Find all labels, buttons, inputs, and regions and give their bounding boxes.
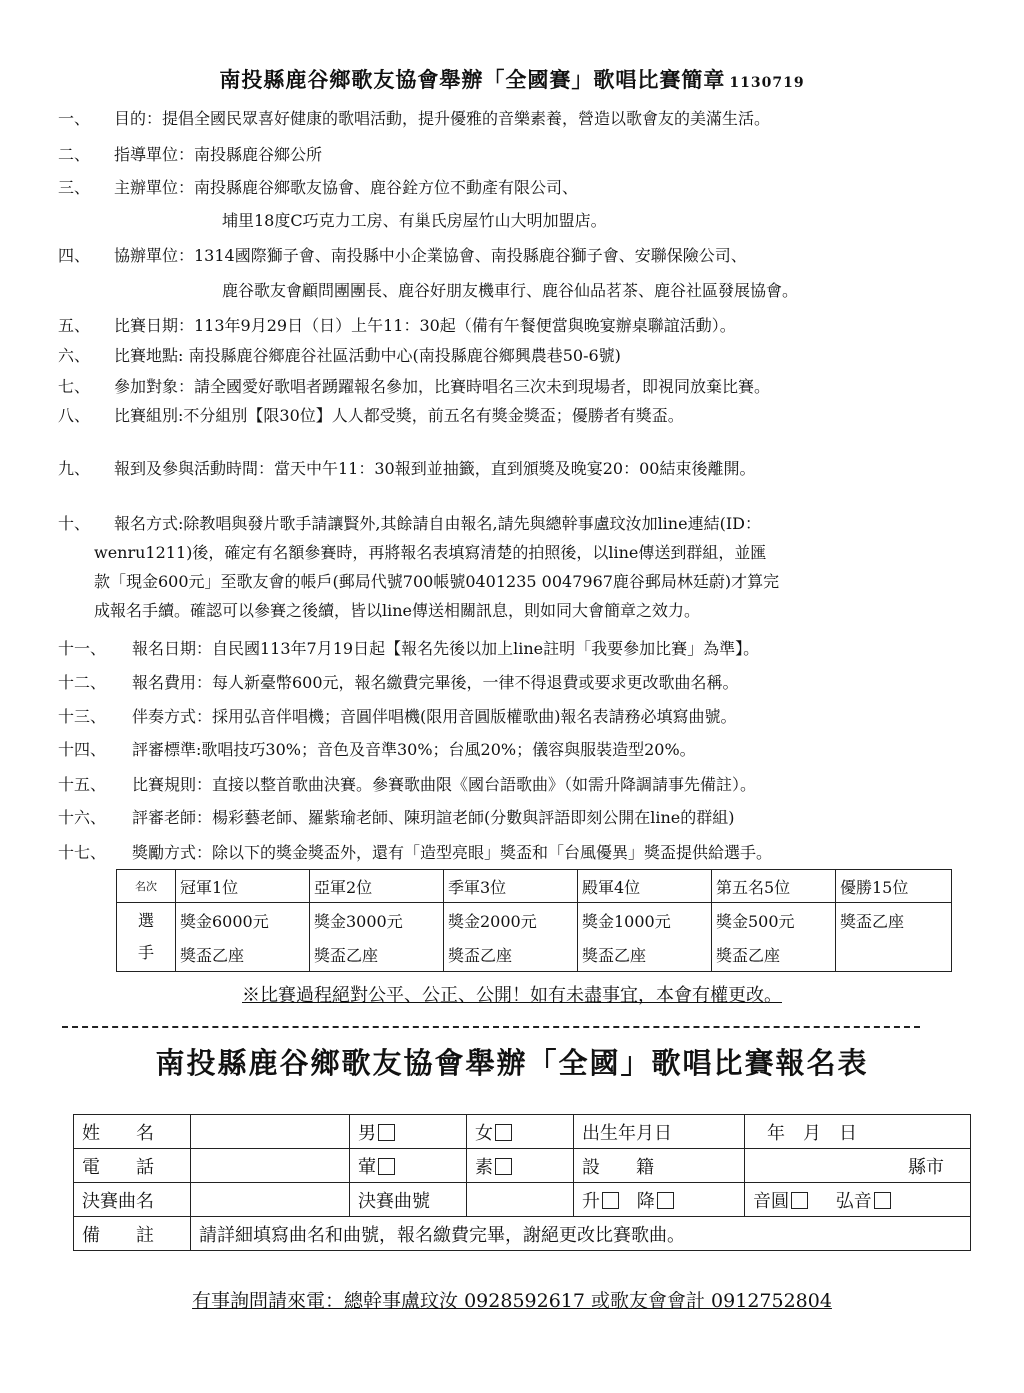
form-row-song (74, 1183, 971, 1217)
rank-fifth: 第五名5位 (712, 870, 836, 903)
prize-trophy-merit-empty (836, 937, 952, 972)
rule-item-11: 十一、 報名日期：自民國113年7月19日起【報名先後以加上line註明「我要參加比賽」為準】。 (58, 639, 760, 658)
prize-money-third: 獎金2000元 (444, 903, 578, 938)
prize-trophy-fifth: 獎盃乙座 (712, 937, 836, 972)
phone-input[interactable] (191, 1149, 350, 1183)
rule-item-3: 三、 主辦單位：南投縣鹿谷鄉歌友協會、鹿谷銓方位不動產有限公司、 (58, 178, 579, 197)
rule-item-7: 七、 參加對象：請全國愛好歌唱者踴躍報名參加，比賽時唱名三次未到現場者，即視同放棄比賽。 (58, 377, 771, 396)
rank-second: 亞軍2位 (310, 870, 444, 903)
birth-label: 出生年月日 (574, 1115, 745, 1149)
prize-trophy-fourth: 獎盃乙座 (578, 937, 712, 972)
song-label: 決賽曲名 (74, 1183, 191, 1217)
song-number-input[interactable] (467, 1183, 574, 1217)
prize-merit-trophy: 獎盃乙座 (836, 903, 952, 938)
cut-line (62, 1026, 920, 1028)
form-title: 南投縣鹿谷鄉歌友協會舉辦「全國」歌唱比賽報名表 (155, 1046, 869, 1080)
phone-label: 電 話 (74, 1149, 191, 1183)
hongyin-checkbox[interactable] (874, 1192, 891, 1209)
prize-money-second: 獎金3000元 (310, 903, 444, 938)
prize-money-fourth: 獎金1000元 (578, 903, 712, 938)
meat-checkbox[interactable] (378, 1158, 395, 1175)
rank-merit: 優勝15位 (836, 870, 952, 903)
meat-option[interactable]: 葷 (350, 1149, 467, 1183)
rule-item-8: 八、 比賽組別:不分組別【限30位】人人都受獎，前五名有獎金獎盃；優勝者有獎盃。 (58, 406, 684, 425)
female-checkbox[interactable] (495, 1124, 512, 1141)
prize-trophy-second: 獎盃乙座 (310, 937, 444, 972)
residence-input[interactable]: 縣市 (745, 1149, 971, 1183)
prize-money-row (117, 903, 952, 938)
key-change-options: 升 降 (574, 1183, 745, 1217)
rank-label: 名次 (117, 870, 176, 903)
male-checkbox[interactable] (378, 1124, 395, 1141)
prize-table-header-row (117, 870, 952, 903)
rule-item-12: 十二、 報名費用：每人新臺幣600元，報名繳費完畢後，一律不得退費或要求更改歌曲名稱。 (58, 673, 739, 692)
veg-option[interactable]: 素 (467, 1149, 574, 1183)
song-input[interactable] (191, 1183, 350, 1217)
birth-input[interactable]: 年 月 日 (745, 1115, 971, 1149)
male-option[interactable]: 男 (350, 1115, 467, 1149)
rule-item-1: 一、 目的：提倡全國民眾喜好健康的歌唱活動，提升優雅的音樂素養，營造以歌會友的美滿生活。 (58, 109, 771, 128)
veg-checkbox[interactable] (495, 1158, 512, 1175)
rule-item-15: 十五、 比賽規則：直接以整首歌曲決賽。參賽歌曲限《國台語歌曲》（如需升降調請事先備註）。 (58, 775, 757, 794)
rank-champion: 冠軍1位 (176, 870, 310, 903)
rule-item-14: 十四、 評審標準:歌唱技巧30%；音色及音準30%；台風20%；儀容與服裝造型20%。 (58, 740, 696, 759)
contact-info: 有事詢問請來電：總幹事盧玟汝 0928592617 或歌友會會計 0912752804 (192, 1290, 832, 1312)
rule-item-10-line-2: wenru1211)後，確定有名額參賽時，再將報名表填寫清楚的拍照後，以line傳送到群組，並匯 (94, 543, 767, 562)
rule-item-6: 六、 比賽地點: 南投縣鹿谷鄉鹿谷社區活動中心(南投縣鹿谷鄉興農巷50-6號) (58, 346, 621, 365)
key-down-checkbox[interactable] (657, 1192, 674, 1209)
name-input[interactable] (191, 1115, 350, 1149)
female-option[interactable]: 女 (467, 1115, 574, 1149)
rule-item-10-line-4: 成報名手續。確認可以參賽之後續，皆以line傳送相關訊息，則如同大會簡章之效力。 (94, 601, 701, 620)
song-number-label: 決賽曲號 (350, 1183, 467, 1217)
flyer-title: 南投縣鹿谷鄉歌友協會舉辦「全國賽」歌唱比賽簡章 1130719 (219, 67, 805, 92)
fairness-notice: ※比賽過程絕對公平、公正、公開！如有未盡事宜，本會有權更改。 (242, 985, 782, 1006)
key-up-checkbox[interactable] (602, 1192, 619, 1209)
prize-table (116, 869, 952, 972)
rule-item-4-continuation: 鹿谷歌友會顧問團團長、鹿谷好朋友機車行、鹿谷仙品茗茶、鹿谷社區發展協會。 (222, 281, 799, 300)
rule-item-2: 二、 指導單位：南投縣鹿谷鄉公所 (58, 145, 323, 164)
document-code: 1130719 (729, 75, 805, 91)
name-label: 姓 名 (74, 1115, 191, 1149)
prize-money-champion: 獎金6000元 (176, 903, 310, 938)
prize-trophy-champion: 獎盃乙座 (176, 937, 310, 972)
rank-fourth: 殿軍4位 (578, 870, 712, 903)
machine-options: 音圓 弘音 (745, 1183, 971, 1217)
prize-trophy-row (117, 937, 952, 972)
rule-item-4: 四、 協辦單位：1314國際獅子會、南投縣中小企業協會、南投縣鹿谷獅子會、安聯保險公司、 (58, 246, 747, 265)
rule-item-5: 五、 比賽日期：113年9月29日（日）上午11：30起（備有午餐便當與晚宴辦桌聯誼活動）。 (58, 316, 736, 335)
remark-text: 請詳細填寫曲名和曲號，報名繳費完畢，謝絕更改比賽歌曲。 (191, 1217, 971, 1251)
form-row-name (74, 1115, 971, 1149)
rule-item-17: 十七、 獎勵方式：除以下的獎金獎盃外，還有「造型亮眼」獎盃和「台風優異」獎盃提供給選手。 (58, 843, 773, 862)
rule-item-9: 九、 報到及參與活動時間：當天中午11：30報到並抽籤，直到頒獎及晚宴20：00結束後離開。 (58, 459, 756, 478)
form-row-phone (74, 1149, 971, 1183)
player-label: 選 手 (117, 903, 176, 972)
rank-third: 季軍3位 (444, 870, 578, 903)
prize-trophy-third: 獎盃乙座 (444, 937, 578, 972)
remark-label: 備 註 (74, 1217, 191, 1251)
rule-item-10-line-3: 款「現金600元」至歌友會的帳戶(郵局代號700帳號0401235 0047967鹿谷郵局林廷蔚)才算完 (94, 572, 780, 591)
rule-item-16: 十六、 評審老師：楊彩藝老師、羅紫瑜老師、陳玥諠老師(分數與評語即刻公開在line的群組) (58, 808, 735, 827)
registration-form (73, 1114, 971, 1251)
rule-item-3-continuation: 埔里18度C巧克力工房、有巢氏房屋竹山大明加盟店。 (222, 211, 607, 230)
yinyuan-checkbox[interactable] (791, 1192, 808, 1209)
rule-item-13: 十三、 伴奏方式：採用弘音伴唱機；音圓伴唱機(限用音圓版權歌曲)報名表請務必填寫曲號。 (58, 707, 737, 726)
form-row-remark (74, 1217, 971, 1251)
residence-label: 設 籍 (574, 1149, 745, 1183)
prize-money-fifth: 獎金500元 (712, 903, 836, 938)
rule-item-10: 十、 報名方式:除教唱與發片歌手請讓賢外,其餘請自由報名,請先與總幹事盧玟汝加line連結(ID： (58, 514, 761, 533)
